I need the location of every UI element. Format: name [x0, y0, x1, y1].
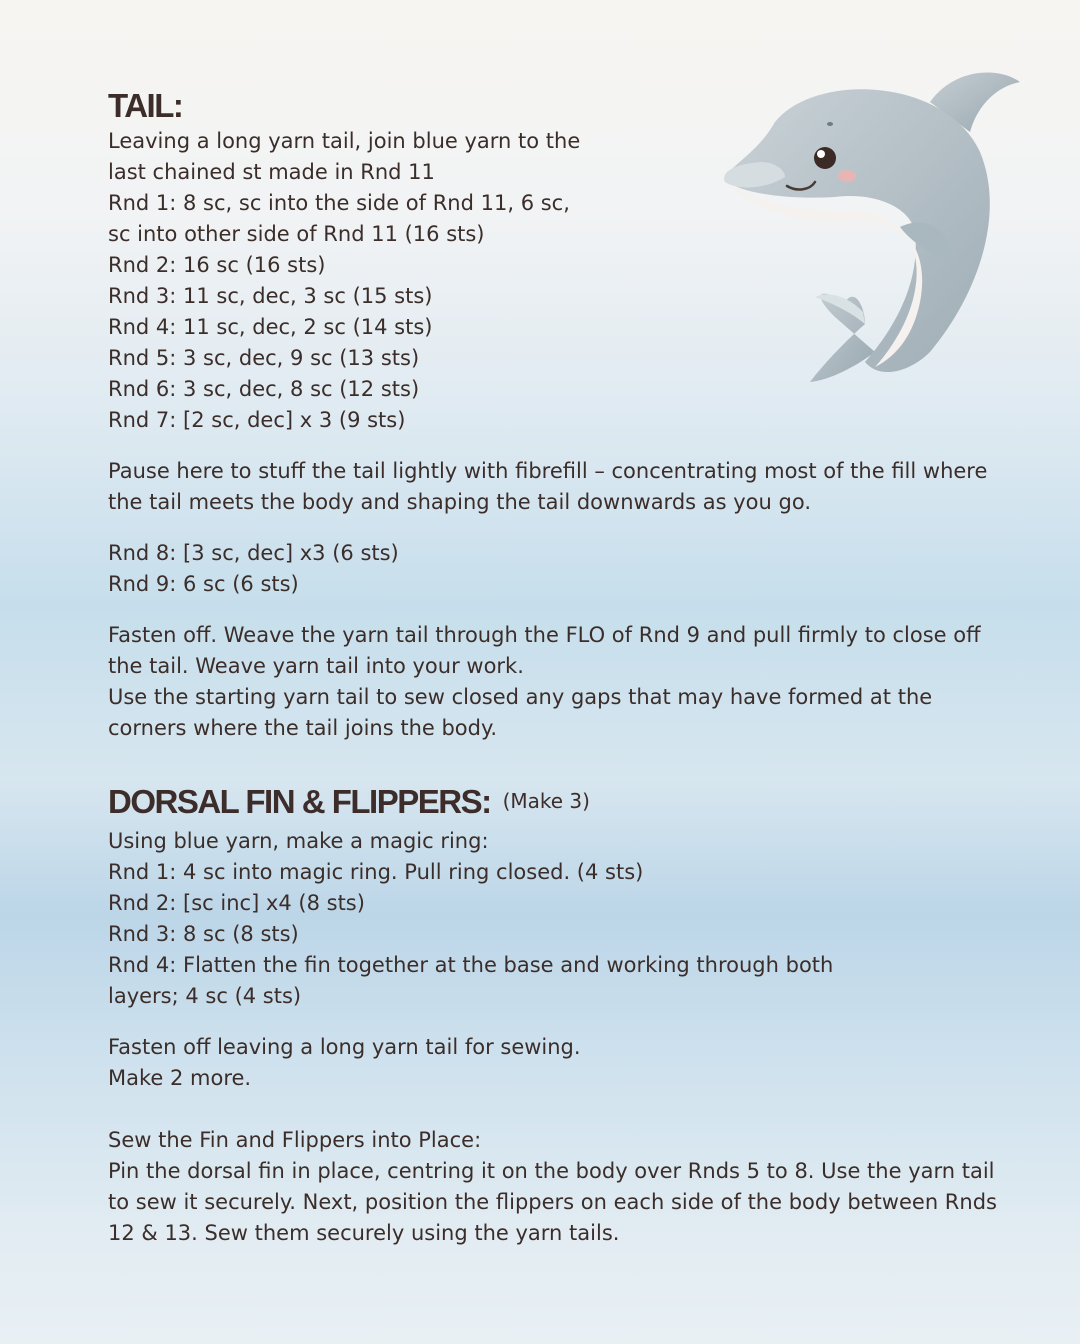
fins-heading: [108, 782, 1008, 826]
fins-round: Rnd 1: 4 sc into magic ring. Pull ring closed. (4 sts): [108, 860, 644, 884]
fins-finish-line: Make 2 more.: [108, 1066, 252, 1090]
tail-intro-line: Leaving a long yarn tail, join blue yarn to the: [108, 129, 581, 153]
tail-pause-note: Pause here to stuff the tail lightly with fibrefill – concentrating most of the fill where the tail meets the body and shaping the tail downwards as you go.: [108, 459, 988, 514]
fins-intro: Using blue yarn, make a magic ring:: [108, 829, 489, 853]
tail-round: Rnd 4: 11 sc, dec, 2 sc (14 sts): [108, 315, 433, 339]
tail-round: Rnd 9: 6 sc (6 sts): [108, 572, 299, 596]
blowhole: [827, 122, 833, 126]
tail-intro-line: last chained st made in Rnd 11: [108, 160, 435, 184]
tail-round: Rnd 5: 3 sc, dec, 9 sc (13 sts): [108, 346, 420, 370]
tail-finish-text: Fasten off. Weave the yarn tail through the FLO of Rnd 9 and pull firmly to close off the tail. Weave yarn tail into your work.: [108, 623, 981, 678]
tail-round: sc into other side of Rnd 11 (16 sts): [108, 222, 485, 246]
fins-round: Rnd 3: 8 sc (8 sts): [108, 922, 299, 946]
tail-round: Rnd 1: 8 sc, sc into the side of Rnd 11, 6 sc,: [108, 191, 570, 215]
tail-heading: TAIL:: [108, 87, 183, 124]
fins-make-count: (Make 3): [502, 789, 590, 813]
tail-round: Rnd 3: 11 sc, dec, 3 sc (15 sts): [108, 284, 433, 308]
fins-round: Rnd 2: [sc inc] x4 (8 sts): [108, 891, 365, 915]
dolphin-cheek: [838, 170, 856, 182]
fins-finish-line: Fasten off leaving a long yarn tail for sewing.: [108, 1035, 581, 1059]
dolphin-icon: [715, 62, 1030, 392]
sew-title: Sew the Fin and Flippers into Place:: [108, 1128, 482, 1152]
tail-round: Rnd 2: 16 sc (16 sts): [108, 253, 326, 277]
tail-round: Rnd 7: [2 sc, dec] x 3 (9 sts): [108, 408, 406, 432]
tail-round: Rnd 8: [3 sc, dec] x3 (6 sts): [108, 541, 399, 565]
fins-round: Rnd 4: Flatten the fin together at the base and working through both: [108, 953, 834, 977]
fins-round: layers; 4 sc (4 sts): [108, 984, 302, 1008]
sew-instructions: Pin the dorsal fin in place, centring it on the body over Rnds 5 to 8. Use the yarn tail to sew it securely. Next, position the flippers on each side of the body between Rnds 12 & 13. Sew them securely using the yarn tails.: [108, 1159, 997, 1245]
tail-round: Rnd 6: 3 sc, dec, 8 sc (12 sts): [108, 377, 420, 401]
fins-heading-title: DORSAL FIN & FLIPPERS:: [108, 783, 491, 820]
tail-finish-text: Use the starting yarn tail to sew closed any gaps that may have formed at the corners where the tail joins the body.: [108, 685, 933, 740]
dolphin-eye: [814, 147, 836, 169]
